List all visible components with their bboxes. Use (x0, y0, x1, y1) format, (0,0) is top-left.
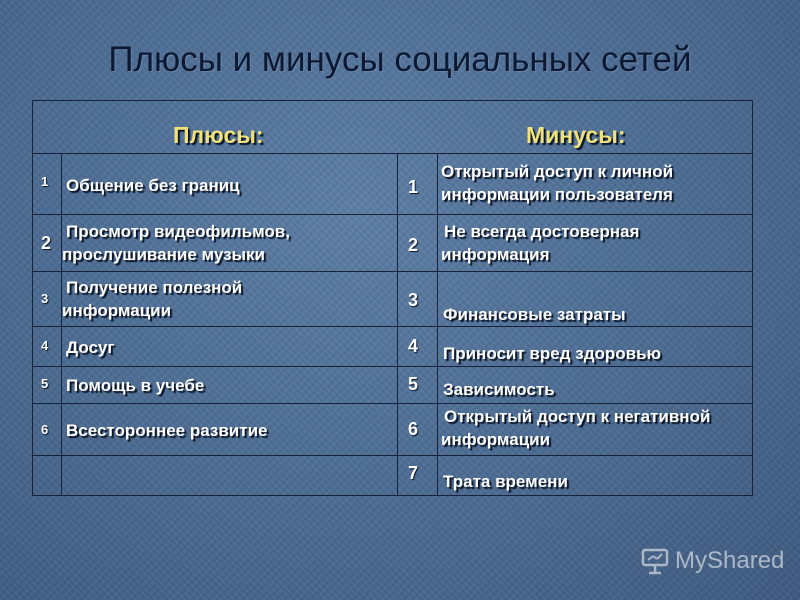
cons-item-line: Открытый доступ к личной (441, 162, 674, 181)
cons-item-line: Приносит вред здоровью (443, 344, 662, 363)
pros-number: 3 (41, 291, 49, 306)
cons-number: 7 (408, 463, 419, 483)
grid-line (61, 153, 62, 495)
cons-header: Минусы: (526, 122, 626, 148)
grid-line (32, 153, 753, 154)
grid-line (32, 271, 753, 272)
grid-line (437, 153, 438, 495)
grid-line (32, 366, 753, 367)
cons-number: 1 (408, 177, 419, 197)
cons-item (441, 405, 710, 451)
cons-item-line: информации пользователя (441, 185, 673, 204)
cons-item-line: Финансовые затраты (443, 305, 626, 324)
pros-item-line: Просмотр видеофильмов, (66, 222, 290, 241)
grid-line (32, 403, 753, 404)
pros-item (62, 276, 242, 322)
cons-item-line: информация (441, 245, 550, 264)
cons-number: 4 (408, 336, 419, 356)
pros-number: 4 (41, 338, 49, 353)
pros-cons-table (32, 100, 753, 496)
cons-number: 2 (408, 235, 419, 255)
cons-item (441, 220, 639, 266)
cons-item (443, 470, 568, 493)
pros-item-line: Помощь в учебе (66, 376, 205, 395)
pros-number: 1 (41, 174, 49, 189)
cons-item-line: Открытый доступ к негативной (444, 407, 711, 426)
cons-item-line: Зависимость (443, 380, 555, 399)
pros-item-line: информации (62, 301, 172, 320)
grid-line (32, 214, 753, 215)
pros-item-line: Общение без границ (66, 176, 240, 195)
pros-number: 5 (41, 376, 49, 391)
grid-line (32, 326, 753, 327)
slide-title: Плюсы и минусы социальных сетей (108, 40, 692, 79)
cons-item (443, 342, 661, 365)
grid-line (32, 455, 753, 456)
cons-number: 3 (408, 290, 419, 310)
cons-item (441, 160, 673, 206)
myshared-watermark (640, 546, 784, 576)
pros-item (66, 419, 267, 442)
pros-item (66, 336, 114, 359)
pros-item-line: Получение полезной (66, 278, 243, 297)
cons-item-line: информации (441, 430, 551, 449)
grid-line (397, 153, 398, 495)
cons-number: 6 (408, 419, 419, 439)
pros-item (66, 174, 240, 197)
watermark-text: MyShared (675, 547, 785, 574)
pros-number: 6 (41, 422, 49, 437)
pros-item-line: Досуг (66, 338, 115, 357)
pros-item (66, 374, 204, 397)
pros-number: 2 (41, 233, 52, 253)
pros-header: Плюсы: (173, 122, 264, 148)
pros-item (62, 220, 290, 266)
cons-item (443, 378, 555, 401)
pros-item-line: Всестороннее развитие (66, 421, 268, 440)
cons-number: 5 (408, 374, 419, 394)
presentation-board-icon (640, 546, 670, 576)
cons-item-line: Не всегда достоверная (444, 222, 640, 241)
cons-item-line: Трата времени (443, 472, 568, 491)
cons-item (443, 303, 626, 326)
pros-item-line: прослушивание музыки (62, 245, 266, 264)
